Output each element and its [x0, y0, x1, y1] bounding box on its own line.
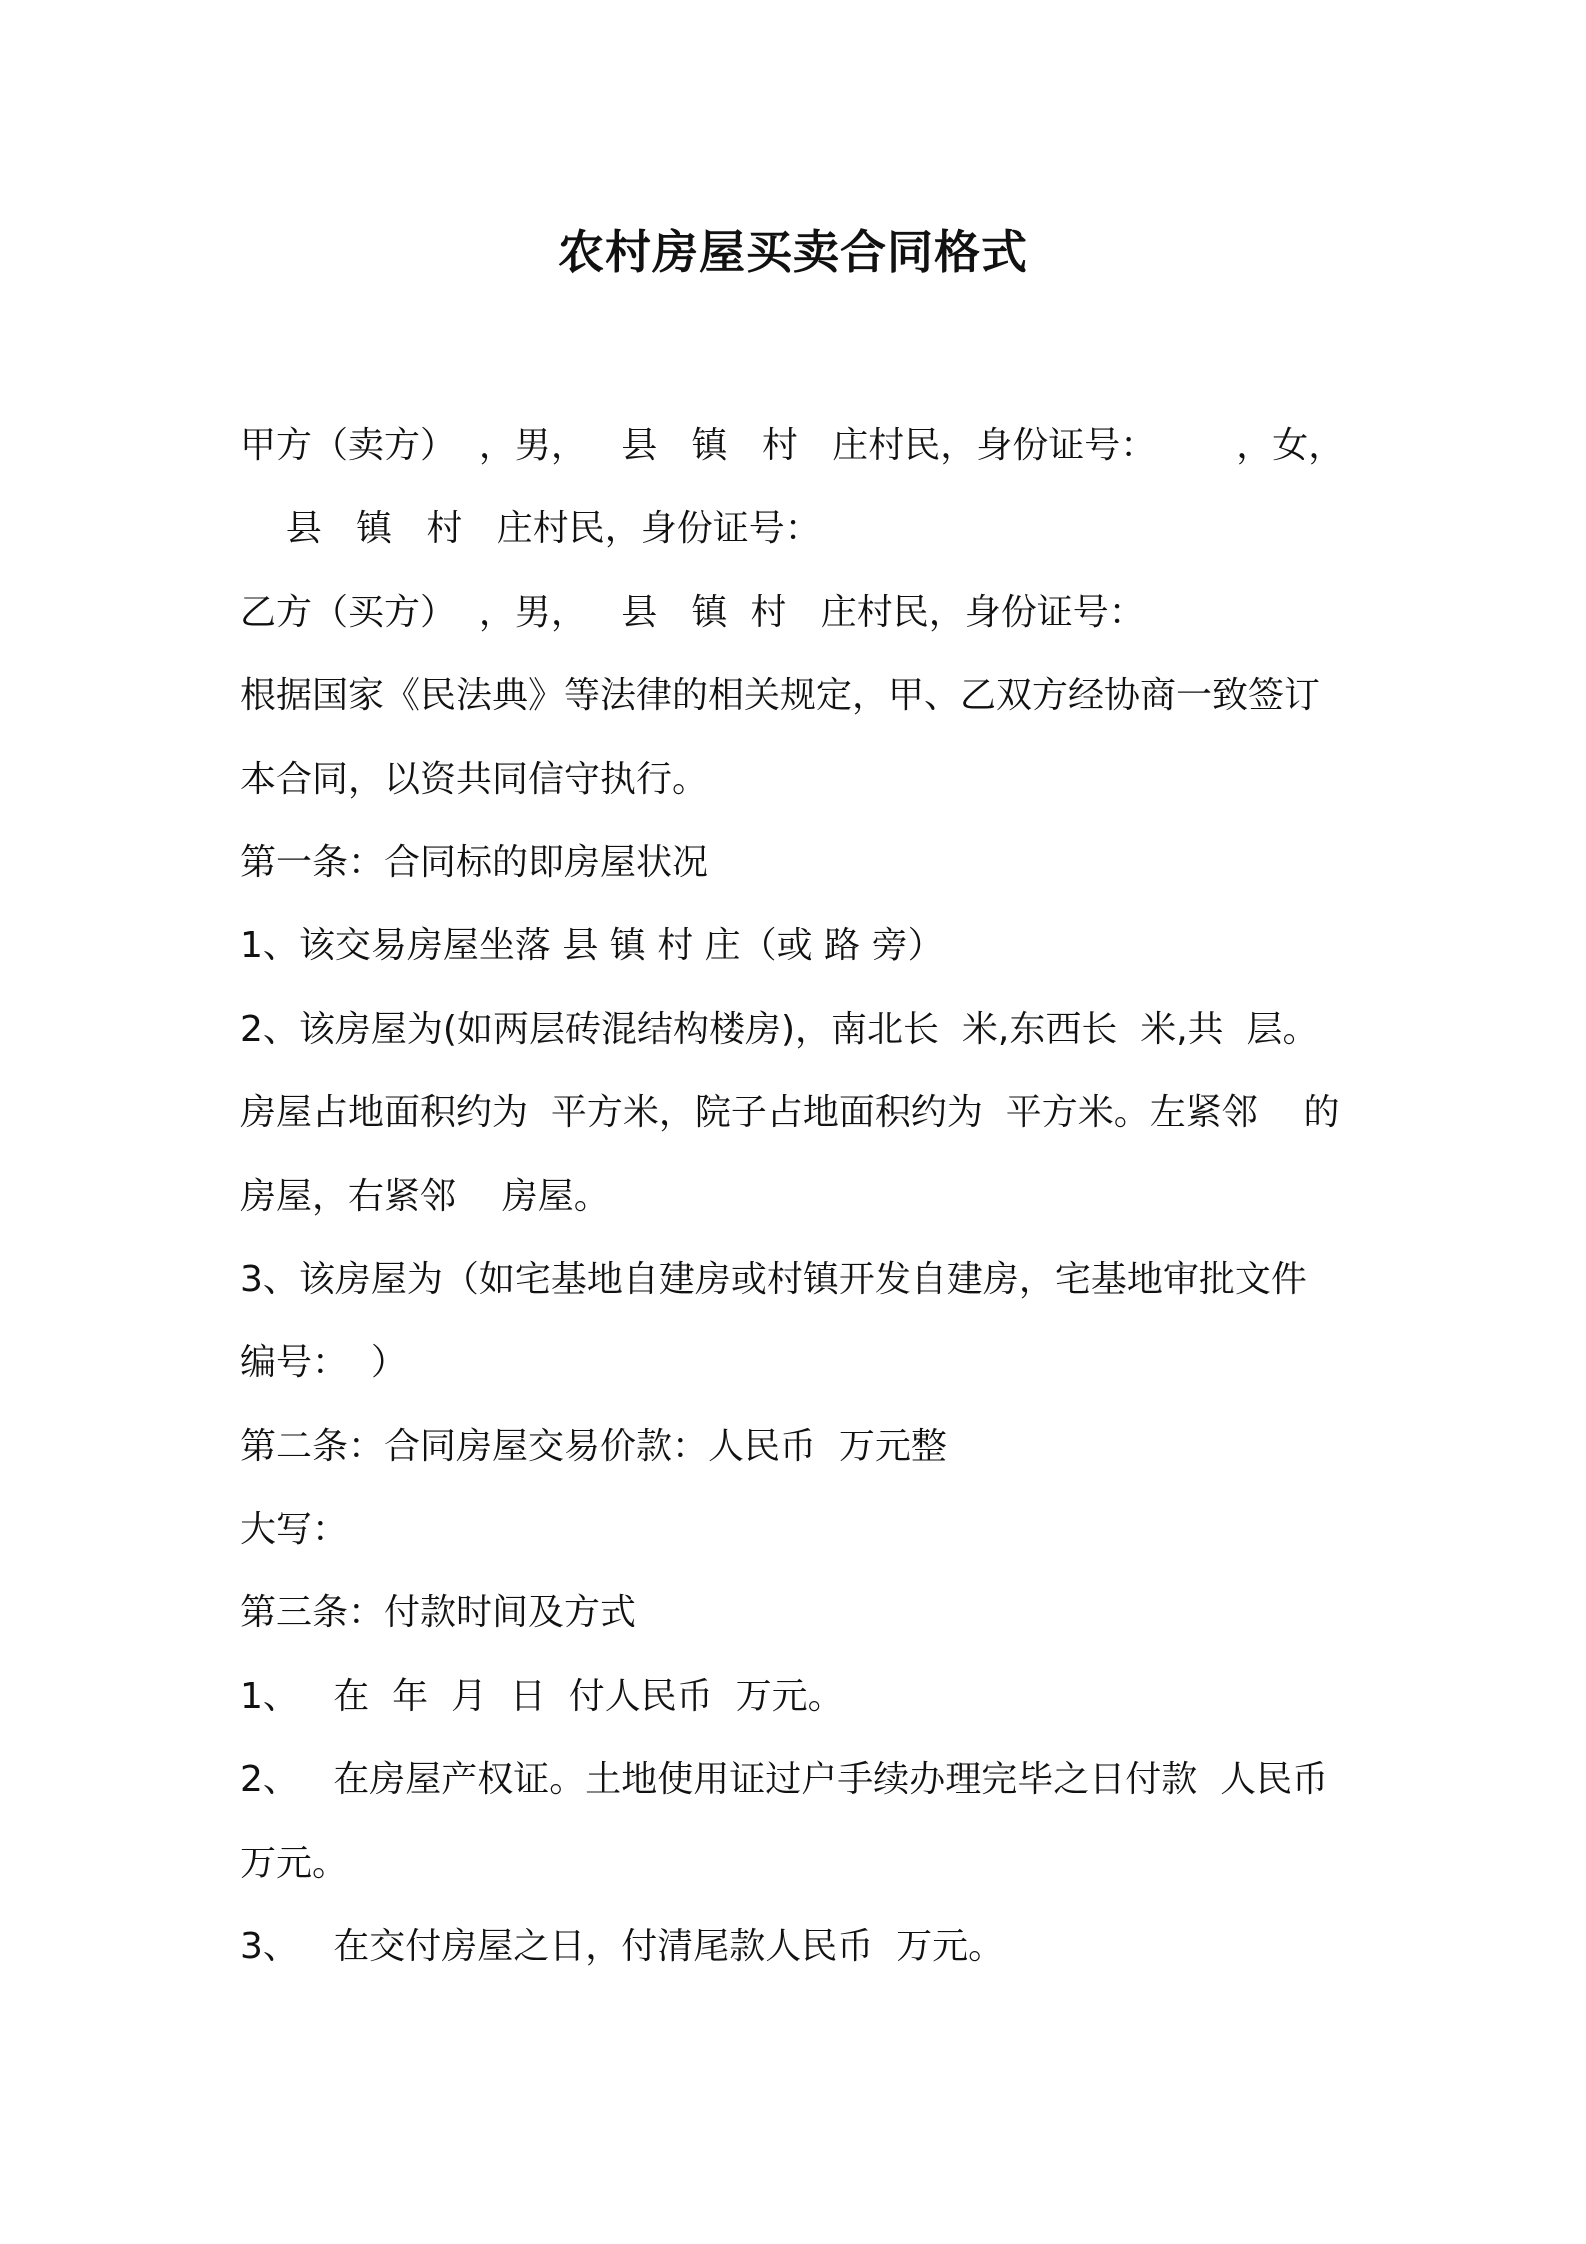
article-1-item-3-line-1: 3、该房屋为（如宅基地自建房或村镇开发自建房，宅基地审批文件	[240, 1258, 1307, 1300]
contract-body	[240, 404, 1380, 1988]
party-b-line: 乙方（买方） ，男， 县 镇 村 庄村民，身份证号：	[240, 591, 1145, 633]
article-3-item-3: 3、 在交付房屋之日，付清尾款人民币 万元。	[240, 1926, 1005, 1968]
article-1-item-2-line-2: 房屋占地面积约为 平方米，院子占地面积约为 平方米。左紧邻 的	[240, 1092, 1340, 1134]
preamble-line-1: 根据国家《民法典》等法律的相关规定，甲、乙双方经协商一致签订	[240, 675, 1321, 717]
article-3-item-2-line-2: 万元。	[240, 1842, 349, 1884]
article-3-item-2-line-1: 2、 在房屋产权证。土地使用证过户手续办理完毕之日付款 人民币	[240, 1759, 1329, 1801]
article-1-item-2-line-3: 房屋，右紧邻 房屋。	[240, 1175, 610, 1217]
document-title: 农村房屋买卖合同格式	[558, 225, 1028, 279]
article-1-item-1: 1、该交易房屋坐落 县 镇 村 庄（或 路 旁）	[240, 925, 944, 967]
article-3-item-1: 1、 在 年 月 日 付人民币 万元。	[240, 1675, 844, 1717]
article-2-heading: 第二条：合同房屋交易价款：人民币 万元整	[240, 1425, 947, 1467]
article-1-item-2-line-1: 2、该房屋为(如两层砖混结构楼房)，南北长 米,东西长 米,共 层。	[240, 1008, 1319, 1050]
article-2-capital-amount: 大写：	[240, 1509, 349, 1551]
party-a-line-1: 甲方（卖方） ，男， 县 镇 村 庄村民，身份证号： ，女，	[240, 425, 1345, 466]
article-1-heading: 第一条：合同标的即房屋状况	[240, 841, 709, 883]
preamble-line-2: 本合同，以资共同信守执行。	[240, 758, 709, 800]
party-a-line-2: 县 镇 村 庄村民，身份证号：	[240, 508, 821, 550]
article-3-heading: 第三条：付款时间及方式	[240, 1592, 637, 1634]
article-1-item-3-line-2: 编号： ）	[240, 1342, 407, 1384]
